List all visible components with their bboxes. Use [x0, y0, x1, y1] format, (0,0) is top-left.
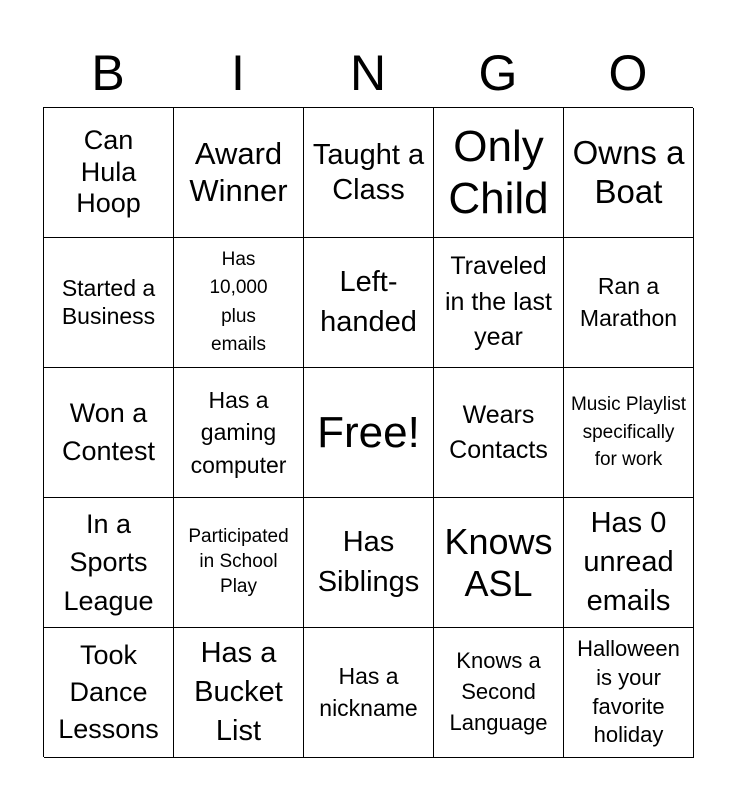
free-space[interactable]	[304, 368, 434, 498]
cell-text: Wears Contacts	[449, 400, 548, 464]
bingo-cell[interactable]	[304, 498, 434, 628]
bingo-cell[interactable]	[434, 628, 564, 758]
cell-text: Has 10,000 plus emails	[209, 248, 268, 355]
cell-text: Has Siblings	[317, 526, 420, 598]
bingo-cell[interactable]	[174, 238, 304, 368]
bingo-cell[interactable]	[564, 498, 694, 628]
bingo-cell[interactable]	[564, 368, 694, 498]
cell-text: Has 0 unread emails	[583, 506, 674, 618]
cell-text: Music Playlist specifically for work	[570, 394, 687, 471]
bingo-cell[interactable]	[304, 238, 434, 368]
cell-text: Has a Bucket List	[194, 636, 283, 748]
bingo-cell[interactable]	[174, 498, 304, 628]
bingo-cell[interactable]	[434, 498, 564, 628]
cell-text: Has a gaming computer	[190, 387, 287, 478]
bingo-cell[interactable]	[304, 628, 434, 758]
bingo-cell[interactable]	[564, 238, 694, 368]
bingo-cell[interactable]	[174, 628, 304, 758]
cell-text: Halloween is your favorite holiday	[577, 636, 680, 748]
cell-text: Left-handed	[320, 266, 417, 338]
header-letter-i: I	[231, 45, 245, 101]
cell-text: Started a Business	[61, 275, 156, 329]
bingo-cell[interactable]	[174, 368, 304, 498]
cell-text: Can Hula Hoop	[76, 124, 141, 219]
bingo-cell[interactable]	[304, 108, 434, 238]
cell-text: Won a Contest	[61, 397, 156, 466]
cell-text: Only Child	[448, 121, 549, 223]
header-letter-o: O	[608, 45, 648, 101]
bingo-cell[interactable]	[434, 108, 564, 238]
bingo-cell[interactable]	[44, 238, 174, 368]
cell-text: Taught a Class	[312, 139, 425, 206]
cell-text: In a Sports League	[63, 509, 154, 616]
cell-text: Knows ASL	[444, 521, 553, 604]
bingo-cell[interactable]	[434, 238, 564, 368]
cell-text: Participated in School Play	[188, 526, 289, 597]
cell-text: Owns a Boat	[572, 133, 685, 210]
header-letter-g: G	[478, 45, 518, 101]
bingo-cell[interactable]	[44, 368, 174, 498]
bingo-cell[interactable]	[44, 108, 174, 238]
bingo-cell[interactable]	[434, 368, 564, 498]
cell-text: Award Winner	[189, 135, 288, 208]
header-letter-b: B	[91, 45, 125, 101]
cell-text: Traveled in the last year	[444, 252, 552, 352]
bingo-cell[interactable]	[564, 628, 694, 758]
cell-text: Ran a Marathon	[579, 273, 678, 331]
cell-text: Took Dance Lessons	[58, 640, 159, 744]
cell-text: Knows a Second Language	[449, 648, 548, 735]
free-space-label: Free!	[317, 407, 420, 457]
header-letter-n: N	[349, 45, 387, 101]
bingo-cell[interactable]	[44, 628, 174, 758]
bingo-header	[43, 40, 693, 106]
bingo-cell[interactable]	[44, 498, 174, 628]
bingo-cell[interactable]	[174, 108, 304, 238]
cell-text: Has a nickname	[319, 663, 418, 721]
bingo-cell[interactable]	[564, 108, 694, 238]
bingo-board	[43, 107, 693, 757]
